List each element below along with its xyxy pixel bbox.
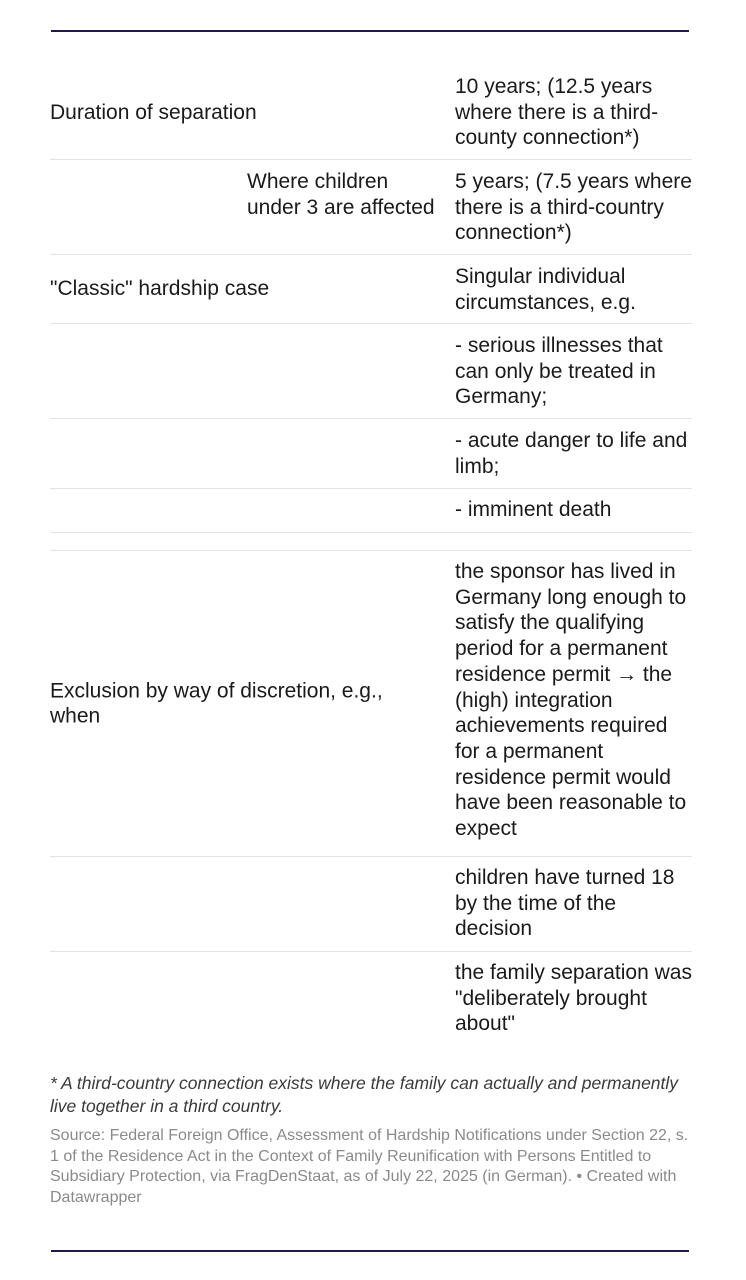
row-sublabel: Where children under 3 are affected <box>247 170 435 219</box>
table-row <box>50 324 692 419</box>
row-value: children have turned 18 by the time of the decision <box>455 866 675 941</box>
hardship-table <box>50 66 692 1046</box>
row-label: Exclusion by way of discretion, e.g., when <box>50 678 383 728</box>
table-row <box>50 489 692 533</box>
source-note: Source: Federal Foreign Office, Assessment of Hardship Notifications under Section 22, s. 1 of the Residence Act in the Context of Family Reunification with Persons Entitled to Subsidiary Protection, via FragDenStaat, as of July 22, 2025 (in German). • Created with Datawrapper <box>50 1127 689 1206</box>
table-row <box>50 551 692 857</box>
table-row <box>50 952 692 1046</box>
table-row <box>50 419 692 489</box>
row-value: Singular individual circumstances, e.g. <box>455 265 636 314</box>
bottom-rule <box>51 1250 689 1252</box>
row-value: the family separation was "deliberately brought about" <box>455 961 692 1036</box>
row-label: Duration of separation <box>50 100 257 124</box>
row-value: - serious illnesses that can only be treated in Germany; <box>455 334 663 409</box>
row-value: - imminent death <box>455 498 612 521</box>
table-row <box>50 857 692 952</box>
row-value: 10 years; (12.5 years where there is a third-county connection*) <box>455 75 659 150</box>
table-row-empty <box>50 533 692 551</box>
table-row <box>50 66 692 160</box>
row-value: 5 years; (7.5 years where there is a third-country connection*) <box>455 170 692 245</box>
footnote: * A third-country connection exists where the family can actually and permanently live together in a third country. <box>50 1073 679 1116</box>
table-row <box>50 255 692 324</box>
row-value: the sponsor has lived in Germany long enough to satisfy the qualifying period for a permanent residence permit → the (high) integration achievements required for a permanent residence permit would have been reasonable to expect <box>455 560 687 841</box>
top-rule <box>51 30 689 32</box>
row-value: - acute danger to life and limb; <box>455 429 688 478</box>
row-label: "Classic" hardship case <box>50 277 270 301</box>
table-row <box>50 160 692 255</box>
